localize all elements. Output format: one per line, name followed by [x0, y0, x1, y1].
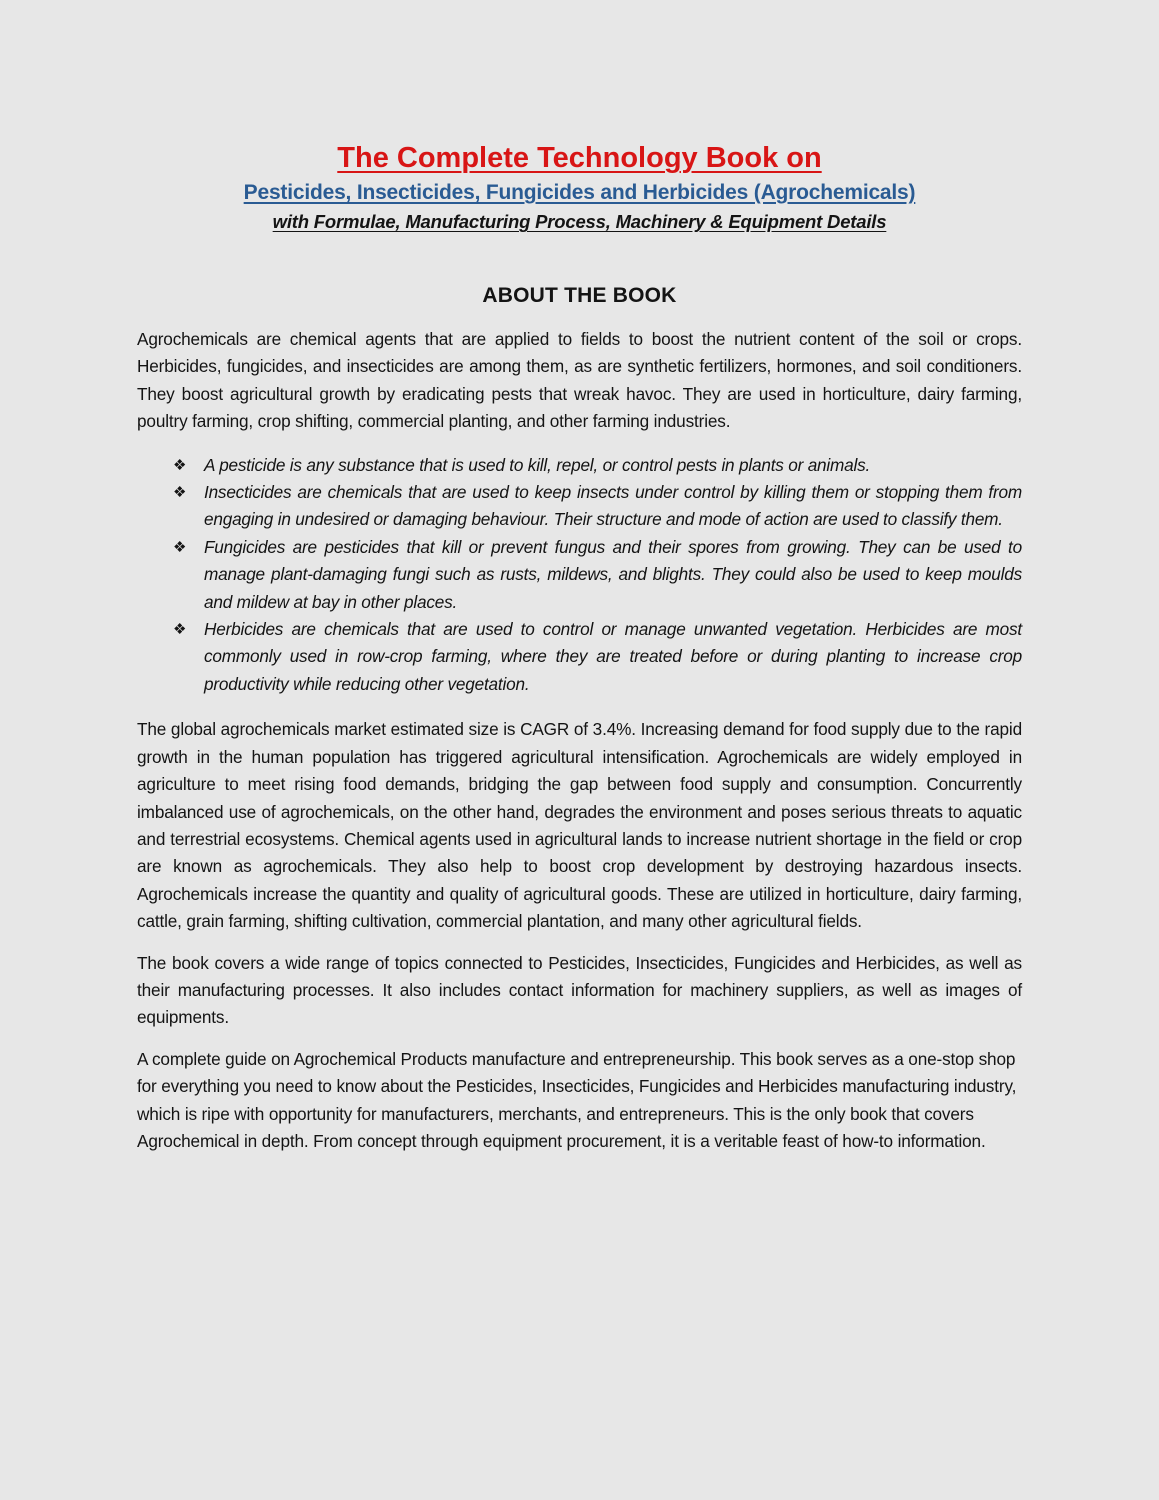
bullet-text: Insecticides are chemicals that are used to keep insects under control by killing them or stopping them from engaging in undesired or damaging behaviour. Their structure and mode of action are used to classify them. — [204, 482, 1022, 530]
diamond-four-dots-icon: ❖ — [173, 484, 187, 502]
section-heading: ABOUT THE BOOK — [482, 284, 677, 307]
book-description-page — [137, 138, 1022, 1169]
bullet-text: Herbicides are chemicals that are used to control or manage unwanted vegetation. Herbicides are most commonly used in row-crop farming, where they are treated before or during planting to increase crop productivity while reducing other vegetation. — [204, 619, 1022, 694]
book-tagline: with Formulae, Manufacturing Process, Machinery & Equipment Details — [272, 211, 887, 232]
intro-paragraph: Agrochemicals are chemical agents that are applied to fields to boost the nutrient content of the soil or crops. Herbicides, fungicides, and insecticides are among them, as are synthetic fertilizers, hormones, and soil conditioners. They boost agricultural growth by eradicating pests that wreak havoc. They are used in horticulture, dairy farming, poultry farming, crop shifting, commercial planting, and other farming industries. — [137, 329, 1022, 432]
book-title: The Complete Technology Book on — [337, 142, 822, 174]
book-subtitle: Pesticides, Insecticides, Fungicides and Herbicides (Agrochemicals) — [243, 181, 916, 204]
coverage-paragraph: The book covers a wide range of topics connected to Pesticides, Insecticides, Fungicides and Herbicides, as well as their manufacturing processes. It also includes contact information for machinery suppliers, as well as images of equipments. — [137, 952, 1022, 1028]
diamond-four-dots-icon: ❖ — [173, 621, 187, 639]
bullet-text: A pesticide is any substance that is used to kill, repel, or control pests in plants or animals. — [204, 454, 871, 475]
bullet-item — [173, 452, 1022, 479]
bullet-item — [173, 534, 1022, 616]
bullet-item — [173, 616, 1022, 698]
bullet-list — [137, 452, 1022, 699]
diamond-four-dots-icon: ❖ — [173, 538, 187, 556]
market-paragraph: The global agrochemicals market estimated size is CAGR of 3.4%. Increasing demand for food supply due to the rapid growth in the human population has triggered agricultural intensification. Agrochemicals are widely employed in agriculture to meet rising food demands, bridging the gap between food supply and consumption. Concurrently imbalanced use of agrochemicals, on the other hand, degrades the environment and poses serious threats to aquatic and terrestrial ecosystems. Chemical agents used in agricultural lands to increase nutrient shortage in the field or crop are known as agrochemicals. They also help to boost crop development by destroying hazardous insects. Agrochemicals increase the quantity and quality of agricultural goods. These are utilized in horticulture, dairy farming, cattle, grain farming, shifting cultivation, commercial plantation, and many other agricultural fields. — [137, 719, 1022, 932]
bullet-item — [173, 479, 1022, 534]
guide-paragraph: A complete guide on Agrochemical Products manufacture and entrepreneurship. This book serves as a one-stop shop for everything you need to know about the Pesticides, Insecticides, Fungicides and Herbicides manufacturing industry, which is ripe with opportunity for manufacturers, merchants, and entrepreneurs. This is the only book that covers Agrochemical in depth. From concept through equipment procurement, it is a veritable feast of how-to information. — [137, 1048, 1017, 1151]
diamond-four-dots-icon: ❖ — [173, 456, 187, 474]
bullet-text: Fungicides are pesticides that kill or prevent fungus and their spores from growing. They can be used to manage plant-damaging fungi such as rusts, mildews, and blights. They could also be used to keep moulds and mildew at bay in other places. — [204, 536, 1022, 612]
